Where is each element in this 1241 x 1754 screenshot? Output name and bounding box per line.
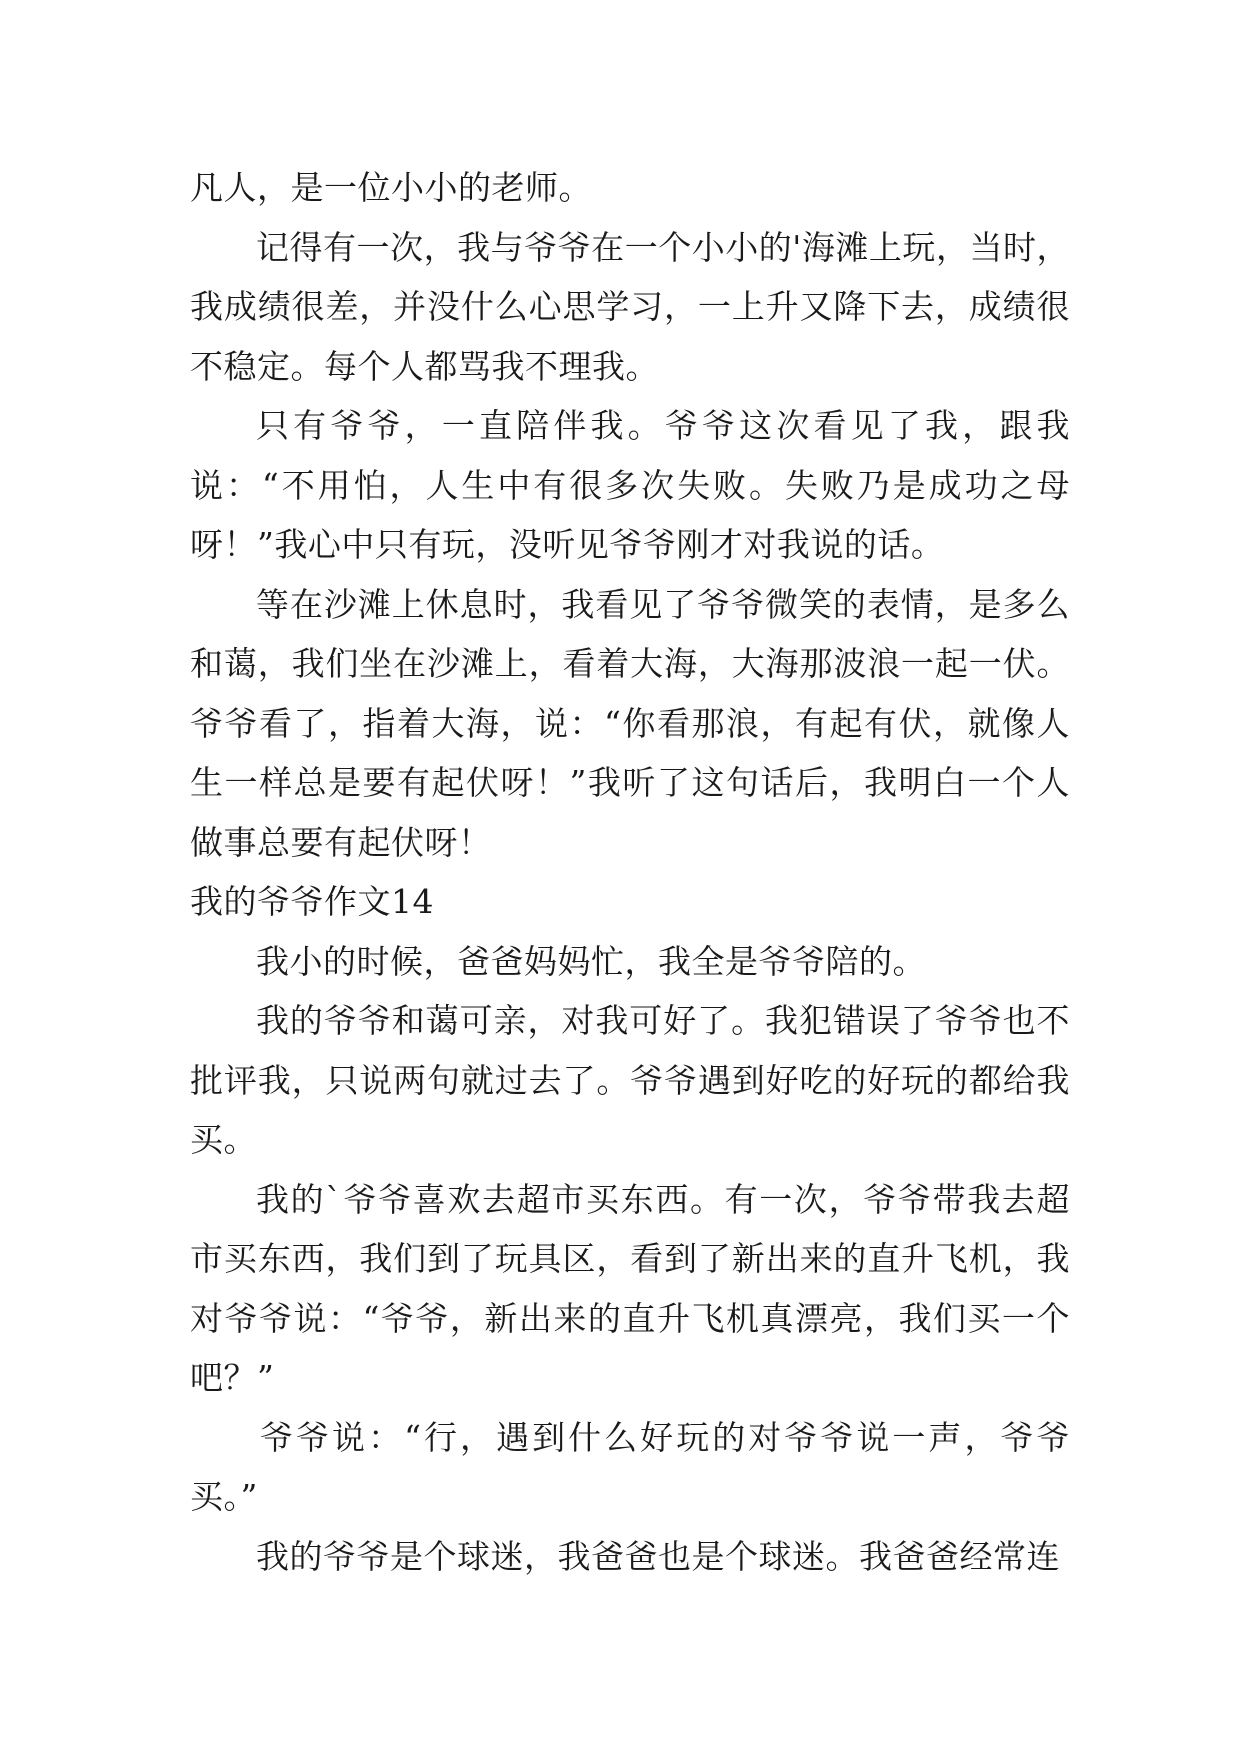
paragraph-kind-grandpa: 我的爷爷和蔼可亲，对我可好了。我犯错误了爷爷也不批评我，只说两句就过去了。爷爷遇到好吃的好玩的都给我买。 <box>190 1001 1070 1159</box>
essay-body <box>190 158 1070 1586</box>
paragraph-supermarket: 我的`爷爷喜欢去超市买东西。有一次，爷爷带我去超市买东西，我们到了玩具区，看到了新出来的直升飞机，我对爷爷说：“爷爷，新出来的直升飞机真漂亮，我们买一个吧？” <box>190 1179 1070 1397</box>
paragraph-grandpa-reply: 爷爷说：“行，遇到什么好玩的对爷爷说一声，爷爷买。” <box>190 1417 1070 1516</box>
paragraph-beach-memory: 记得有一次，我与爷爷在一个小小的'海滩上玩，当时，我成绩很差，并没什么心思学习，一上升又降下去，成绩很不稳定。每个人都骂我不理我。 <box>190 227 1070 386</box>
paragraph-football-fan: 我的爷爷是个球迷，我爸爸也是个球迷。我爸爸经常连 <box>256 1536 1060 1576</box>
paragraph-waves-lesson: 等在沙滩上休息时，我看见了爷爷微笑的表情，是多么和蔼，我们坐在沙滩上，看着大海，大海那波浪一起一伏。爷爷看了，指着大海，说：“你看那浪，有起有伏，就像人生一样总是要有起伏呀！”我听了这句话后，我明白一个人做事总要有起伏呀！ <box>190 584 1070 862</box>
paragraph-continuation: 凡人，是一位小小的老师。 <box>190 168 592 207</box>
paragraph-childhood: 我小的时候，爸爸妈妈忙，我全是爷爷陪的。 <box>256 941 926 981</box>
paragraph-grandpa-encourages: 只有爷爷，一直陪伴我。爷爷这次看见了我，跟我说：“不用怕，人生中有很多次失败。失败乃是成功之母呀！”我心中只有玩，没听见爷爷刚才对我说的话。 <box>190 406 1070 564</box>
essay-title: 我的爷爷作文14 <box>190 882 434 921</box>
